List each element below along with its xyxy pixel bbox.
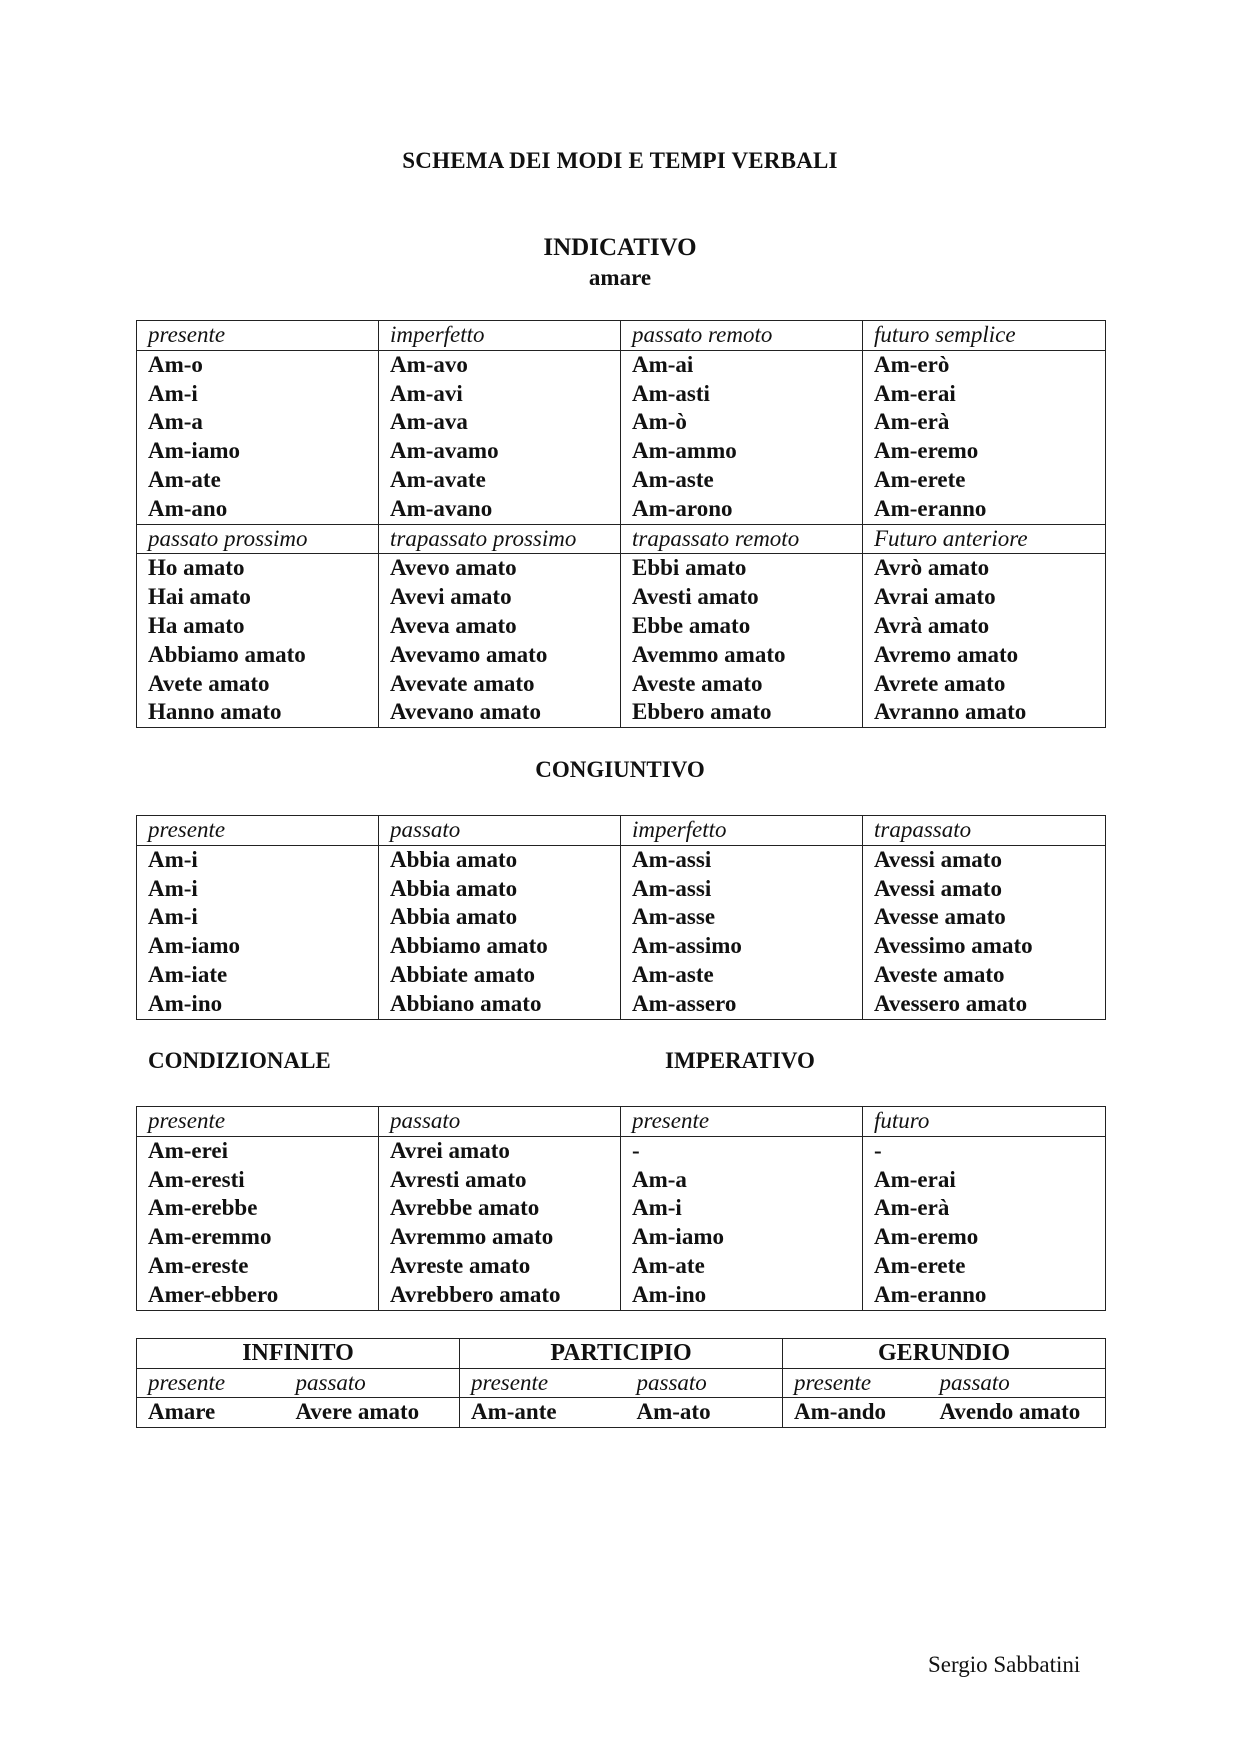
verb-form: Am-ate <box>621 1252 863 1281</box>
verb-form: Hanno amato <box>137 698 379 727</box>
verb-form: Am-asse <box>621 903 863 932</box>
verb-form: Am-eremmo <box>137 1223 379 1252</box>
verb-form: Am-i <box>137 380 379 409</box>
table-row <box>137 408 1106 437</box>
verb-form: Am-erà <box>863 1194 1106 1223</box>
verb-form: Avevamo amato <box>379 641 621 670</box>
table-row <box>137 698 1106 727</box>
verb-form: Avresti amato <box>379 1166 621 1195</box>
verb-form: Avrete amato <box>863 670 1106 699</box>
participio-passato-label: passato <box>626 1368 783 1398</box>
verb-form: Am-arono <box>621 495 863 524</box>
table-row <box>137 875 1106 904</box>
verb-form: Am-ate <box>137 466 379 495</box>
verb-form: Am-a <box>137 408 379 437</box>
indicativo-table <box>136 320 1106 728</box>
infinito-passato-value: Avere amato <box>295 1399 420 1424</box>
verb-form: Abbiano amato <box>379 990 621 1019</box>
verb-form: Ho amato <box>137 554 379 583</box>
table-row <box>137 1368 1106 1398</box>
verb-form: Am-erai <box>863 380 1106 409</box>
verb-form: Am-ino <box>137 990 379 1019</box>
column-header: passato <box>379 1107 621 1137</box>
verb-form: Am-aste <box>621 466 863 495</box>
author-signature: Sergio Sabbatini <box>928 1652 1081 1677</box>
column-header: Futuro anteriore <box>863 524 1106 554</box>
verb-form: - <box>621 1136 863 1165</box>
verb-form: Avremmo amato <box>379 1223 621 1252</box>
verb-form: Am-eremo <box>863 1223 1106 1252</box>
verb-form: Avreste amato <box>379 1252 621 1281</box>
verb-form: Am-ava <box>379 408 621 437</box>
gerundio-presente-label: presente <box>783 1368 929 1398</box>
verb-form: Am-erai <box>863 1166 1106 1195</box>
table-row <box>137 1398 1106 1428</box>
column-header: imperfetto <box>379 321 621 351</box>
verb-form: Am-erei <box>137 1136 379 1165</box>
verb-form: Am-i <box>137 845 379 874</box>
infinito-presente-value: Amare <box>137 1398 285 1428</box>
verb-form: Ha amato <box>137 612 379 641</box>
verb-form: Am-assi <box>621 845 863 874</box>
table-row <box>137 437 1106 466</box>
verb-form: Am-iate <box>137 961 379 990</box>
table-row <box>137 1166 1106 1195</box>
verb-form: Amer-ebbero <box>137 1281 379 1310</box>
verb-form: Aveva amato <box>379 612 621 641</box>
column-header: passato <box>379 816 621 846</box>
condizionale-title: CONDIZIONALE <box>148 1048 331 1073</box>
verb-form: Ebbi amato <box>621 554 863 583</box>
column-header: presente <box>137 1107 379 1137</box>
verb-form: Am-eresti <box>137 1166 379 1195</box>
verb-form: Am-iamo <box>137 932 379 961</box>
column-header: imperfetto <box>621 816 863 846</box>
infinito-title: INFINITO <box>137 1339 460 1369</box>
verb-form: Abbiamo amato <box>137 641 379 670</box>
verb-form: Am-i <box>137 875 379 904</box>
verb-name: amare <box>588 265 652 290</box>
verb-form: Abbiamo amato <box>379 932 621 961</box>
verb-form: Am-avi <box>379 380 621 409</box>
participio-presente-label: presente <box>460 1368 626 1398</box>
verb-form: Am-assimo <box>621 932 863 961</box>
verb-form: Avevano amato <box>379 698 621 727</box>
column-header: trapassato prossimo <box>379 524 621 554</box>
verb-form: Avessi amato <box>863 875 1106 904</box>
table-row <box>137 670 1106 699</box>
verb-form: Am-erò <box>863 350 1106 379</box>
verb-form: Avessero amato <box>863 990 1106 1019</box>
verb-form: Ebbero amato <box>621 698 863 727</box>
verb-form: Avremo amato <box>863 641 1106 670</box>
participio-presente-value: Am-ante <box>460 1398 626 1428</box>
verb-form: Am-ammo <box>621 437 863 466</box>
verb-form: Am-avano <box>379 495 621 524</box>
table-header-row <box>137 1107 1106 1137</box>
table-row <box>137 466 1106 495</box>
table-row <box>137 641 1106 670</box>
verb-form: Avessimo amato <box>863 932 1106 961</box>
verb-form: Avesti amato <box>621 583 863 612</box>
verb-form: Avete amato <box>137 670 379 699</box>
verb-form: Am-avo <box>379 350 621 379</box>
verb-form: Am-erebbe <box>137 1194 379 1223</box>
verb-form: Avrei amato <box>379 1136 621 1165</box>
gerundio-passato-label: passato <box>929 1368 1106 1398</box>
verb-form: Abbia amato <box>379 875 621 904</box>
verb-form: Avevate amato <box>379 670 621 699</box>
verb-form: Am-iamo <box>137 437 379 466</box>
table-row <box>137 1281 1106 1310</box>
indicativo-title: INDICATIVO <box>543 234 697 261</box>
verb-form: Am-a <box>621 1166 863 1195</box>
verb-form: Abbia amato <box>379 845 621 874</box>
verb-form: Avevi amato <box>379 583 621 612</box>
verb-form: Am-erà <box>863 408 1106 437</box>
column-header: passato remoto <box>621 321 863 351</box>
verb-form: Am-assi <box>621 875 863 904</box>
verb-form: Avrebbe amato <box>379 1194 621 1223</box>
column-header: passato prossimo <box>137 524 379 554</box>
verb-form: Avrà amato <box>863 612 1106 641</box>
verb-form: Avessi amato <box>863 845 1106 874</box>
table-row <box>137 583 1106 612</box>
verb-form: Am-avamo <box>379 437 621 466</box>
verb-form: Avesse amato <box>863 903 1106 932</box>
gerundio-presente-value: Am-ando <box>783 1398 929 1428</box>
table-header-row <box>137 321 1106 351</box>
table-row <box>137 612 1106 641</box>
column-header: presente <box>137 816 379 846</box>
verb-form: Am-assero <box>621 990 863 1019</box>
table-row <box>137 554 1106 583</box>
imperativo-title: IMPERATIVO <box>665 1048 815 1073</box>
verb-form: Am-erete <box>863 466 1106 495</box>
table-row <box>137 1223 1106 1252</box>
verb-form: Am-asti <box>621 380 863 409</box>
table-row <box>137 1194 1106 1223</box>
verb-form: Am-ano <box>137 495 379 524</box>
gerundio-title: GERUNDIO <box>783 1339 1106 1369</box>
page-title: SCHEMA DEI MODI E TEMPI VERBALI <box>402 148 838 173</box>
table-row <box>137 845 1106 874</box>
verb-form: Am-ereste <box>137 1252 379 1281</box>
condizionale-imperativo-table <box>136 1106 1106 1311</box>
table-header-row <box>137 816 1106 846</box>
column-header: presente <box>621 1107 863 1137</box>
verb-form: Am-ai <box>621 350 863 379</box>
verb-form: Am-i <box>137 903 379 932</box>
table-row <box>137 932 1106 961</box>
column-header: presente <box>137 321 379 351</box>
verb-form: Aveste amato <box>621 670 863 699</box>
column-header: futuro semplice <box>863 321 1106 351</box>
table-row <box>137 380 1106 409</box>
table-row <box>137 495 1106 524</box>
verb-form: Abbia amato <box>379 903 621 932</box>
verb-form: Am-erete <box>863 1252 1106 1281</box>
verb-form: Am-o <box>137 350 379 379</box>
table-row <box>137 1252 1106 1281</box>
congiuntivo-title: CONGIUNTIVO <box>535 757 705 782</box>
verb-form: Am-i <box>621 1194 863 1223</box>
verb-form: Aveste amato <box>863 961 1106 990</box>
verb-form: Am-aste <box>621 961 863 990</box>
table-row <box>137 1339 1106 1369</box>
table-header-row <box>137 524 1106 554</box>
verb-form: Avemmo amato <box>621 641 863 670</box>
verb-form: Avevo amato <box>379 554 621 583</box>
table-row <box>137 903 1106 932</box>
verb-form: Avrebbero amato <box>379 1281 621 1310</box>
verb-form: - <box>863 1136 1106 1165</box>
table-row <box>137 350 1106 379</box>
verb-form: Am-ò <box>621 408 863 437</box>
participio-passato-value: Am-ato <box>636 1399 711 1424</box>
verb-form: Am-eranno <box>863 495 1106 524</box>
table-row <box>137 961 1106 990</box>
verb-form: Ebbe amato <box>621 612 863 641</box>
column-header: trapassato <box>863 816 1106 846</box>
verb-form: Am-avate <box>379 466 621 495</box>
table-row <box>137 1136 1106 1165</box>
verb-form: Am-ino <box>621 1281 863 1310</box>
verb-form: Am-iamo <box>621 1223 863 1252</box>
table-row <box>137 990 1106 1019</box>
verb-form: Abbiate amato <box>379 961 621 990</box>
verb-form: Hai amato <box>137 583 379 612</box>
modi-indefiniti-table <box>136 1338 1106 1428</box>
participio-title: PARTICIPIO <box>460 1339 783 1369</box>
infinito-presente-label: presente <box>137 1368 285 1398</box>
column-header: futuro <box>863 1107 1106 1137</box>
verb-form: Am-eranno <box>863 1281 1106 1310</box>
verb-form: Avranno amato <box>863 698 1106 727</box>
infinito-passato-label: passato <box>285 1368 460 1398</box>
column-header: trapassato remoto <box>621 524 863 554</box>
verb-form: Avrai amato <box>863 583 1106 612</box>
verb-form: Am-eremo <box>863 437 1106 466</box>
gerundio-passato-value: Avendo amato <box>939 1399 1081 1424</box>
verb-form: Avrò amato <box>863 554 1106 583</box>
congiuntivo-table <box>136 815 1106 1020</box>
